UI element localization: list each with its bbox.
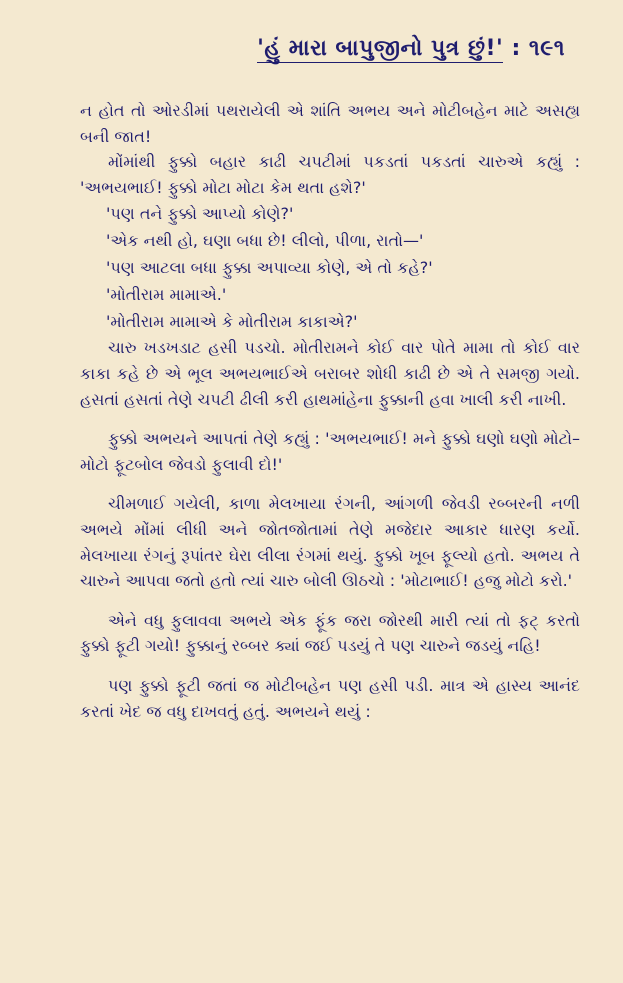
running-header — [257, 36, 565, 61]
paragraph: પણ ફુક્કો ફૂટી જતાં જ મોટીબહેન પણ હસી પડી. માત્ર એ હાસ્ય આનંદ કરતાં ખેદ જ વધુ દાખવતું હતું. અભયને થયું : — [80, 675, 580, 721]
page-number: : ૧૯૧ — [511, 36, 565, 61]
body-text — [80, 98, 580, 724]
paragraph: મોંમાંથી ફુક્કો બહાર કાઢી ચપટીમાં પકડતાં પકડતાં ચારુએ કહ્યું : 'અભયભાઈ! ફુક્કો મોટા મોટા કેમ થતા હશે?' — [80, 152, 580, 197]
chapter-title: 'હું મારા બાપુજીનો પુત્ર છું!' — [257, 36, 504, 61]
dialogue-line: 'એક નથી હો, ઘણા બધા છે! લીલો, પીળા, રાતો—' — [106, 231, 424, 251]
paragraph: ચીમળાઈ ગયેલી, કાળા મેલખાયા રંગની, આંગળી જેવડી રબ્બરની નળી અભયે મોંમાં લીધી અને જોતજોતામાં તેણે મજેદાર આકાર ધારણ કર્યો. મેલખાયા રંગનું રૂપાંતર ઘેરા લીલા રંગમાં થયું. ફુક્કો ખૂબ ફૂલ્યો હતો. અભય તે ચારુને આપવા જતો હતો ત્યાં ચારુ બોલી ઊઠચો : 'મોટાભાઈ! હજુ મોટો કરો.' — [80, 494, 580, 591]
dialogue-line: 'પણ તને ફુક્કો આપ્યો કોણે?' — [106, 204, 294, 224]
dialogue-line: 'મોતીરામ મામાએ.' — [106, 285, 227, 305]
dialogue-line: 'પણ આટલા બધા ફુક્કા અપાવ્યા કોણે, એ તો કહે?' — [106, 258, 433, 278]
paragraph-continuation: ન હોત તો ઓરડીમાં પથરાયેલી એ શાંતિ અભય અને મોટીબહેન માટે અસહ્ય બની જાત! — [80, 101, 580, 146]
paragraph: ફુક્કો અભયને આપતાં તેણે કહ્યું : 'અભયભાઈ! મને ફુક્કો ઘણો ઘણો મોટો–મોટો ફૂટબોલ જેવડો ફુલાવી દો!' — [80, 429, 580, 474]
paragraph: ચારુ ખડખડાટ હસી પડચો. મોતીરામને કોઈ વાર પોતે મામા તો કોઈ વાર કાકા કહે છે એ ભૂલ અભયભાઈએ બરાબર શોધી કાઢી છે એ તે સમજી ગયો. હસતાં હસતાં તેણે ચપટી ઢીલી કરી હાથમાંહેના ફુક્કાની હવા ખાલી કરી નાખી. — [80, 338, 580, 409]
paragraph: એને વધુ ફુલાવવા અભયે એક ફૂંક જરા જોરથી મારી ત્યાં તો ફટ્ કરતો ફુક્કો ફૂટી ગયો! ફુક્કાનું રબ્બર ક્યાં જઈ પડયું તે પણ ચારુને જડયું નહિ! — [80, 610, 580, 656]
dialogue-line: 'મોતીરામ મામાએ કે મોતીરામ કાકાએ?' — [106, 312, 358, 332]
